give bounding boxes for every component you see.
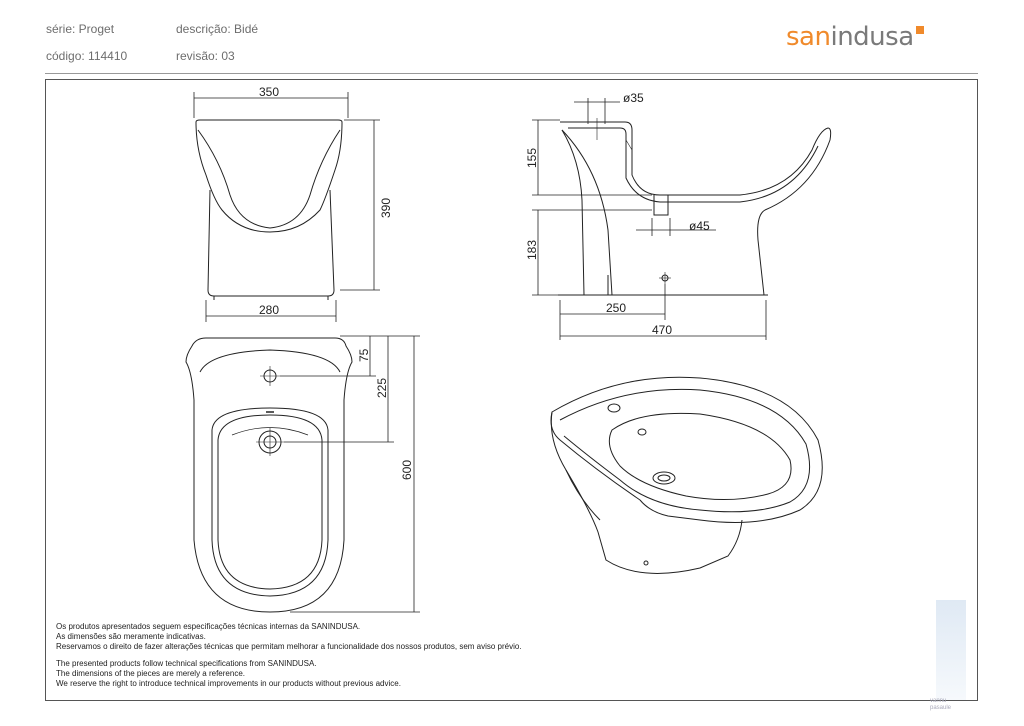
watermark-line-2: pasaule xyxy=(930,705,952,711)
dim-side-outlet-dia: ø45 xyxy=(689,219,710,233)
front-dimension-lines xyxy=(194,92,380,322)
watermark-strip xyxy=(936,600,966,700)
dim-plan-75: 75 xyxy=(357,348,371,362)
dim-front-height: 390 xyxy=(379,197,393,218)
dim-side-inlet-dia: ø35 xyxy=(623,91,644,105)
codigo-label: código: 114410 xyxy=(46,49,128,63)
note-pt-1: Os produtos apresentados seguem especificações técnicas internas da SANINDUSA. xyxy=(56,622,361,631)
note-pt-2: As dimensões são meramente indicativas. xyxy=(56,632,206,641)
descricao-label: descrição: Bidé xyxy=(176,22,259,36)
dim-front-width-bottom: 280 xyxy=(259,303,280,317)
disclaimer-notes xyxy=(56,622,522,689)
dim-plan-225: 225 xyxy=(375,377,389,398)
perspective-view xyxy=(551,377,822,573)
revisao-label: revisão: 03 xyxy=(176,49,235,63)
dim-front-width-top: 350 xyxy=(259,85,280,99)
side-view xyxy=(558,118,831,295)
note-en-1: The presented products follow technical specifications from SANINDUSA. xyxy=(56,659,317,668)
dim-plan-600: 600 xyxy=(400,459,414,480)
note-en-3: We reserve the right to introduce technical improvements in our products without previous advice. xyxy=(56,679,401,688)
plan-view xyxy=(186,338,352,612)
watermark-line-1: vannu xyxy=(930,698,947,704)
dim-side-depth-250: 250 xyxy=(606,301,627,315)
front-view xyxy=(196,120,342,300)
dim-side-bottom-height: 183 xyxy=(525,239,539,260)
logo-text-san: san xyxy=(786,22,831,52)
watermark-text xyxy=(930,698,951,712)
dim-side-top-height: 155 xyxy=(525,147,539,168)
serie-label: série: Proget xyxy=(46,22,115,36)
plan-dimension-lines xyxy=(280,336,420,612)
note-en-2: The dimensions of the pieces are merely a reference. xyxy=(56,669,245,678)
note-pt-3: Reservamos o direito de fazer alterações técnicas que permitam melhorar a funcionalidade dos nossos produtos, sem aviso prévio. xyxy=(56,642,522,651)
logo-text-indusa: indusa xyxy=(830,22,914,52)
dim-side-depth-470: 470 xyxy=(652,323,673,337)
side-dimension-lines xyxy=(532,98,766,340)
